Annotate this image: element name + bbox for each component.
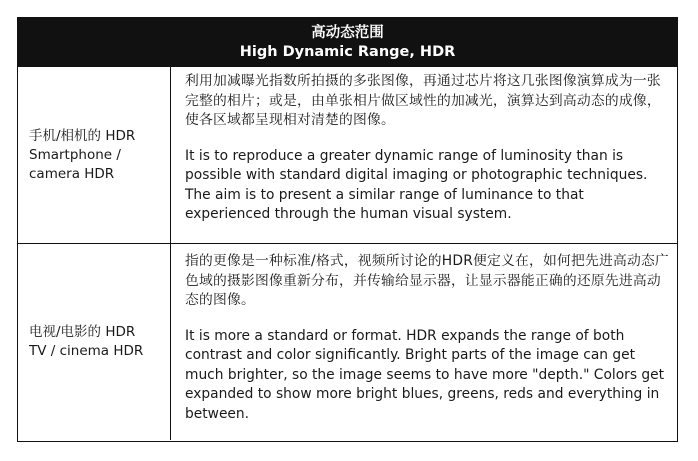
row-label-tv-cinema-hdr: 电视/电影的 HDR TV / cinema HDR bbox=[29, 324, 144, 359]
row-description-cell bbox=[171, 244, 677, 440]
header-title-chinese: 高动态范围 bbox=[311, 24, 384, 41]
table-header bbox=[18, 18, 677, 67]
row-label-cell bbox=[18, 244, 171, 440]
description-english: It is more a standard or format. HDR expands the range of both contrast and color significantly. Bright parts of the image can get much brighter, so the image seems to have more "depth." Colors get expanded to show more bright blues, greens, reds and everything in between. bbox=[185, 327, 665, 422]
description-chinese: 利用加减曝光指数所拍摄的多张图像，再通过芯片将这几张图像演算成为一张完整的相片；或是，由单张相片做区域性的加减光，演算达到高动态的成像，使各区域都呈现相对清楚的图像。 bbox=[185, 73, 661, 128]
table-row-smartphone-camera bbox=[18, 67, 677, 244]
hdr-comparison-table bbox=[17, 17, 678, 442]
description-english: It is to reproduce a greater dynamic range of luminosity than is possible with standard digital imaging or photographic techniques. The aim is to present a similar range of luminance to that experienced through the human visual system. bbox=[185, 147, 648, 222]
row-label-cell bbox=[18, 67, 171, 243]
row-label-smartphone-camera-hdr: 手机/相机的 HDR Smartphone / camera HDR bbox=[29, 127, 136, 182]
header-title-english: High Dynamic Range, HDR bbox=[239, 43, 456, 60]
description-chinese: 指的更像是一种标准/格式，视频所讨论的HDR便定义在，如何把先进高动态广色域的摄影图像重新分布，并传输给显示器，让显示器能正确的还原先进高动态的图像。 bbox=[185, 253, 669, 308]
table-row-tv-cinema bbox=[18, 244, 677, 440]
row-description-cell bbox=[171, 67, 677, 243]
